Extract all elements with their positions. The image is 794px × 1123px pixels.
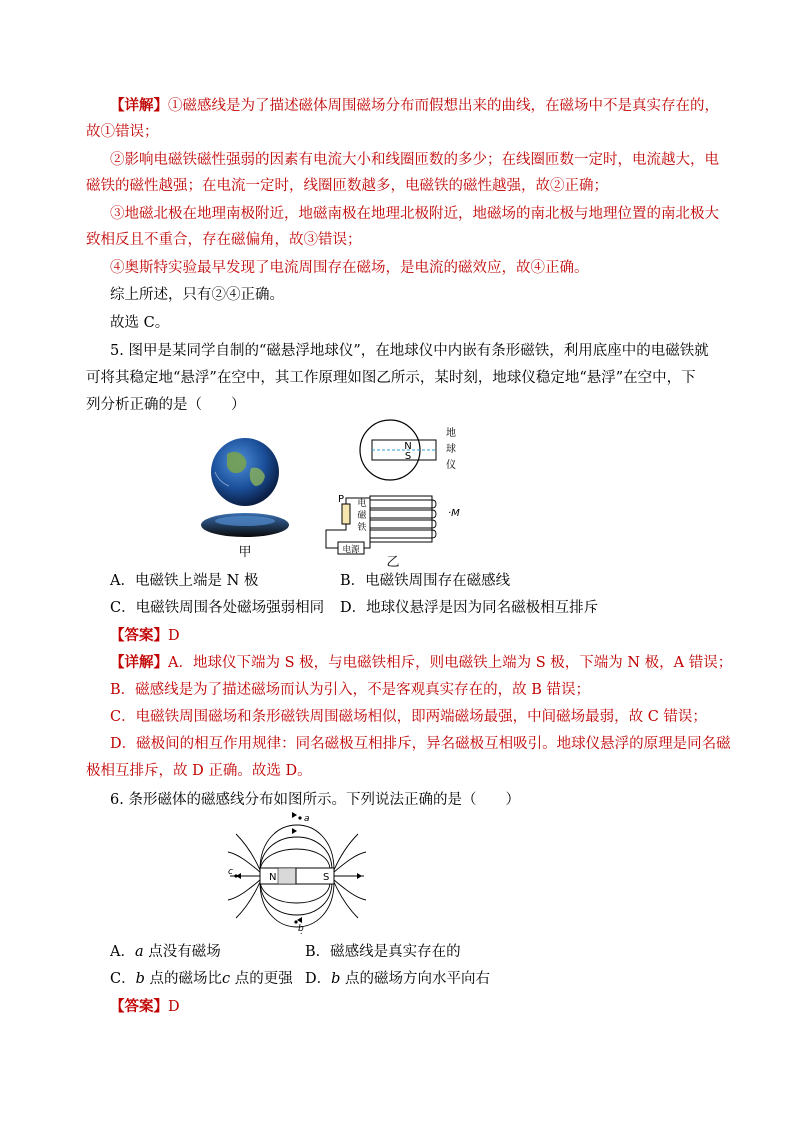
q5-detail-line-5: 极相互排斥，故 D 正确。故选 D。 [86,763,312,779]
figure-yi-label: 乙 [386,555,400,568]
svg-text:a: a [304,814,310,824]
detail-line-4: 磁铁的磁性越强；在电流一定时，线圈匝数越多，电磁铁的磁性越强，故②正确； [86,178,608,194]
q5-detail-line-1: 【详解】A．地球仪下端为 S 极，与电磁铁相斥，则电磁铁上端为 S 极，下端为 N 极，A 错误； [110,654,733,671]
svg-text:电源: 电源 [342,545,360,555]
q6-option-a: A．a 点没有磁场 [110,944,221,960]
svg-text:P: P [338,494,345,505]
detail-tag: 【详解】 [110,97,168,114]
svg-text:c: c [228,867,233,877]
detail-line-1: 【详解】①磁感线是为了描述磁体周围磁场分布而假想出来的曲线，在磁场中不是真实存在的， [110,97,719,114]
choice-line: 故选 C。 [110,315,170,331]
detail-line-5: ③地磁北极在地理南极附近，地磁南极在地理北极附近，地磁场的南北极与地理位置的南北极大 [110,206,719,222]
figure-jia-globe [195,432,315,564]
svg-text:S: S [404,451,412,462]
svg-text:电: 电 [357,499,367,509]
svg-text:N: N [404,441,412,452]
globe-sphere [211,438,279,506]
q5-detail-line-4: D．磁极间的相互作用规律：同名磁极互相排斥，异名磁极互相吸引。地球仪悬浮的原理是同名磁 [110,736,731,752]
q5-answer: 【答案】D [110,627,180,644]
q5-detail-line-3: C．电磁铁周围磁场和条形磁铁周围磁场相似，即两端磁场最强，中间磁场最弱，故 C 错误； [110,709,707,725]
svg-text:N: N [269,872,277,883]
svg-text:·M: ·M [448,508,460,519]
q5-option-a: A．电磁铁上端是 N 极 [110,573,259,589]
q6-answer: 【答案】D [110,998,180,1015]
figure-bar-magnet-field [222,812,372,934]
q6-option-b: B．磁感线是真实存在的 [305,944,461,960]
svg-text:地: 地 [446,428,456,439]
q6-option-c: C．b 点的磁场比c 点的更强 [110,971,293,987]
svg-text:磁: 磁 [357,511,367,521]
summary-line: 综上所述，只有②④正确。 [110,287,284,303]
svg-text:S: S [323,872,330,883]
figure-yi-principle [318,418,468,568]
detail-line-6: 致相反且不重合，存在磁偏角，故③错误； [86,232,362,248]
detail-line-7: ④奥斯特实验最早发现了电流周围存在磁场，是电流的磁效应，故④正确。 [110,260,589,276]
svg-text:b: b [298,924,304,934]
q6-stem: 6. 条形磁体的磁感线分布如图所示。下列说法正确的是（ ） [110,792,520,808]
q5-detail-line-2: B．磁感线是为了描述磁场而认为引入，不是客观真实存在的，故 B 错误； [110,682,591,698]
q5-stem-line-2: 可将其稳定地“悬浮”在空中，其工作原理如图乙所示，某时刻，地球仪稳定地“悬浮”在空中，下 [86,370,696,386]
q6-option-d: D．b 点的磁场方向水平向右 [305,971,491,987]
detail-line-2: 故①错误； [86,124,159,140]
figure-jia-label: 甲 [238,545,252,560]
q5-option-b: B．电磁铁周围存在磁感线 [340,573,511,589]
q5-option-d: D．地球仪悬浮是因为同名磁极相互排斥 [340,600,599,616]
svg-text:仪: 仪 [446,460,456,471]
svg-text:球: 球 [446,444,456,455]
svg-text:铁: 铁 [357,523,367,533]
q5-option-c: C．电磁铁周围各处磁场强弱相同 [110,600,325,616]
q5-stem-line-1: 5. 图甲是某同学自制的“磁悬浮地球仪”，在地球仪中内嵌有条形磁铁，利用底座中的电磁铁就 [110,343,709,359]
q5-stem-line-3: 列分析正确的是（ ） [86,397,246,413]
detail-line-3: ②影响电磁铁磁性强弱的因素有电流大小和线圈匝数的多少；在线圈匝数一定时，电流越大，电 [110,152,719,168]
